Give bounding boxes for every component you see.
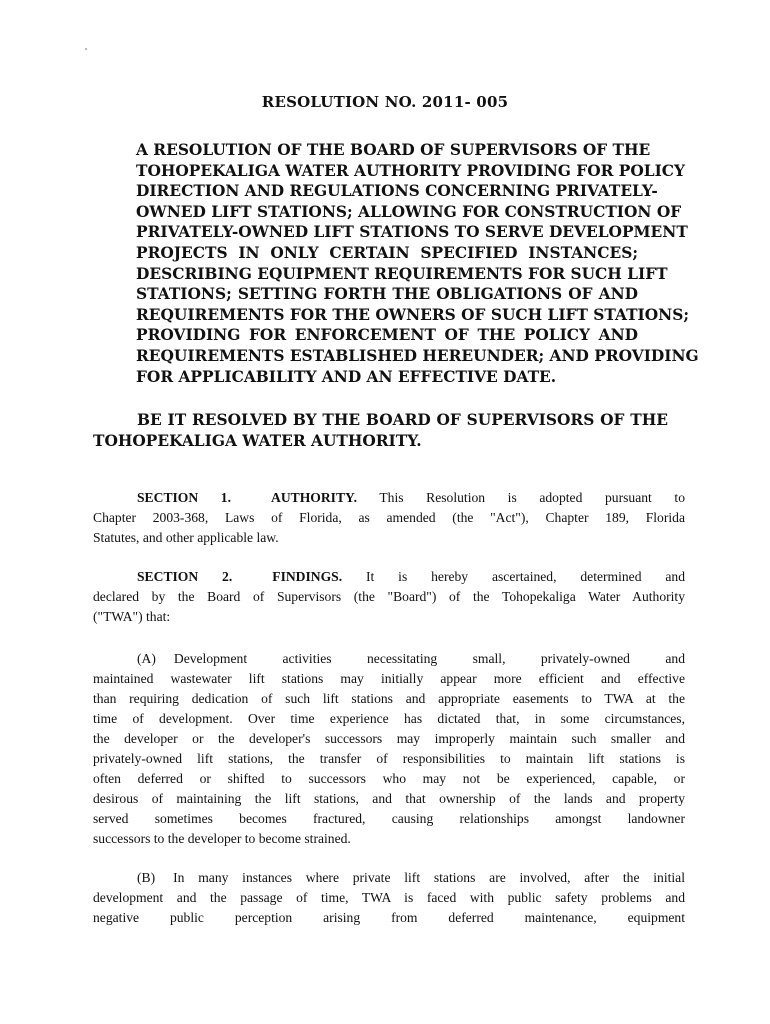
caption-line: DESCRIBING EQUIPMENT REQUIREMENTS FOR SUCH LIFT [136, 264, 668, 283]
paragraph-a [93, 649, 685, 849]
paragraph-a-line: time of development. Over time experience has dictated that, in some circumstances, [93, 711, 685, 726]
section-2-line: declared by the Board of Supervisors (the "Board") of the Tohopekaliga Water Authority [93, 589, 685, 604]
caption-line: A RESOLUTION OF THE BOARD OF SUPERVISORS OF THE [136, 141, 651, 159]
section-1-first-line [93, 488, 685, 508]
scan-speck [85, 48, 87, 50]
paragraph-a-line: successors to the developer to become strained. [93, 831, 351, 846]
caption-line: REQUIREMENTS ESTABLISHED HEREUNDER; AND PROVIDING [136, 346, 699, 365]
section-2-first-line [93, 567, 685, 587]
section-1-text: This Resolution is adopted pursuant to [379, 490, 685, 505]
caption-line: PROVIDING FOR ENFORCEMENT OF THE POLICY AND [136, 326, 638, 345]
paragraph-a-line: privately-owned lift stations, the transfer of responsibilities to maintain lift stations is [93, 751, 685, 766]
section-2-line: ("TWA") that: [93, 609, 171, 624]
resolution-title: RESOLUTION NO. 2011- 005 [261, 93, 509, 111]
resolved-line: TOHOPEKALIGA WATER AUTHORITY. [93, 432, 422, 450]
section-1-line: Chapter 2003-368, Laws of Florida, as amended (the "Act"), Chapter 189, Florida [93, 510, 685, 525]
paragraph-a-label: (A) [137, 651, 156, 666]
paragraph-b-text: In many instances where private lift stations are involved, after the initial [173, 870, 685, 885]
section-1-heading: SECTION 1. [137, 490, 231, 505]
section-2 [93, 567, 685, 627]
caption-line: STATIONS; SETTING FORTH THE OBLIGATIONS OF AND [136, 285, 638, 304]
section-2-subheading: FINDINGS. [272, 569, 343, 584]
section-2-heading: SECTION 2. [137, 569, 233, 584]
caption-line: PRIVATELY-OWNED LIFT STATIONS TO SERVE DEVELOPMENT [136, 223, 688, 242]
caption-line: DIRECTION AND REGULATIONS CONCERNING PRIVATELY- [136, 182, 658, 201]
paragraph-a-line: often deferred or shifted to successors who may not be experienced, capable, or [93, 771, 685, 786]
paragraph-a-line: desirous of maintaining the lift stations, and that ownership of the lands and property [93, 791, 685, 806]
resolved-line: BE IT RESOLVED BY THE BOARD OF SUPERVISORS OF THE [137, 411, 668, 429]
paragraph-b [93, 868, 685, 928]
caption-line: FOR APPLICABILITY AND AN EFFECTIVE DATE. [136, 367, 557, 386]
resolution-caption [136, 140, 699, 387]
paragraph-b-label: (B) [137, 870, 156, 885]
resolved-clause [93, 410, 668, 452]
paragraph-a-line: than requiring dedication of such lift stations and appropriate easements to TWA at the [93, 691, 685, 706]
paragraph-a-line: served sometimes becomes fractured, causing relationships amongst landowner [93, 811, 685, 826]
paragraph-a-line: maintained wastewater lift stations may initially appear more efficient and effective [93, 671, 685, 686]
paragraph-a-text: Development activities necessitating small, privately-owned and [173, 651, 685, 666]
section-2-text: It is hereby ascertained, determined and [366, 569, 685, 584]
section-1 [93, 488, 685, 548]
paragraph-b-first-line [93, 868, 685, 888]
paragraph-a-line: the developer or the developer's successors may improperly maintain such smaller and [93, 731, 685, 746]
section-1-line: Statutes, and other applicable law. [93, 530, 279, 545]
paragraph-b-line: negative public perception arising from deferred maintenance, equipment [93, 910, 685, 925]
caption-line: REQUIREMENTS FOR THE OWNERS OF SUCH LIFT STATIONS; [136, 305, 690, 324]
caption-line: PROJECTS IN ONLY CERTAIN SPECIFIED INSTANCES; [136, 243, 638, 262]
paragraph-a-first-line [93, 649, 685, 669]
caption-line: OWNED LIFT STATIONS; ALLOWING FOR CONSTRUCTION OF [136, 202, 682, 221]
paragraph-b-line: development and the passage of time, TWA is faced with public safety problems and [93, 890, 685, 905]
caption-line: TOHOPEKALIGA WATER AUTHORITY PROVIDING FOR POLICY [136, 161, 686, 180]
section-1-subheading: AUTHORITY. [271, 490, 357, 505]
